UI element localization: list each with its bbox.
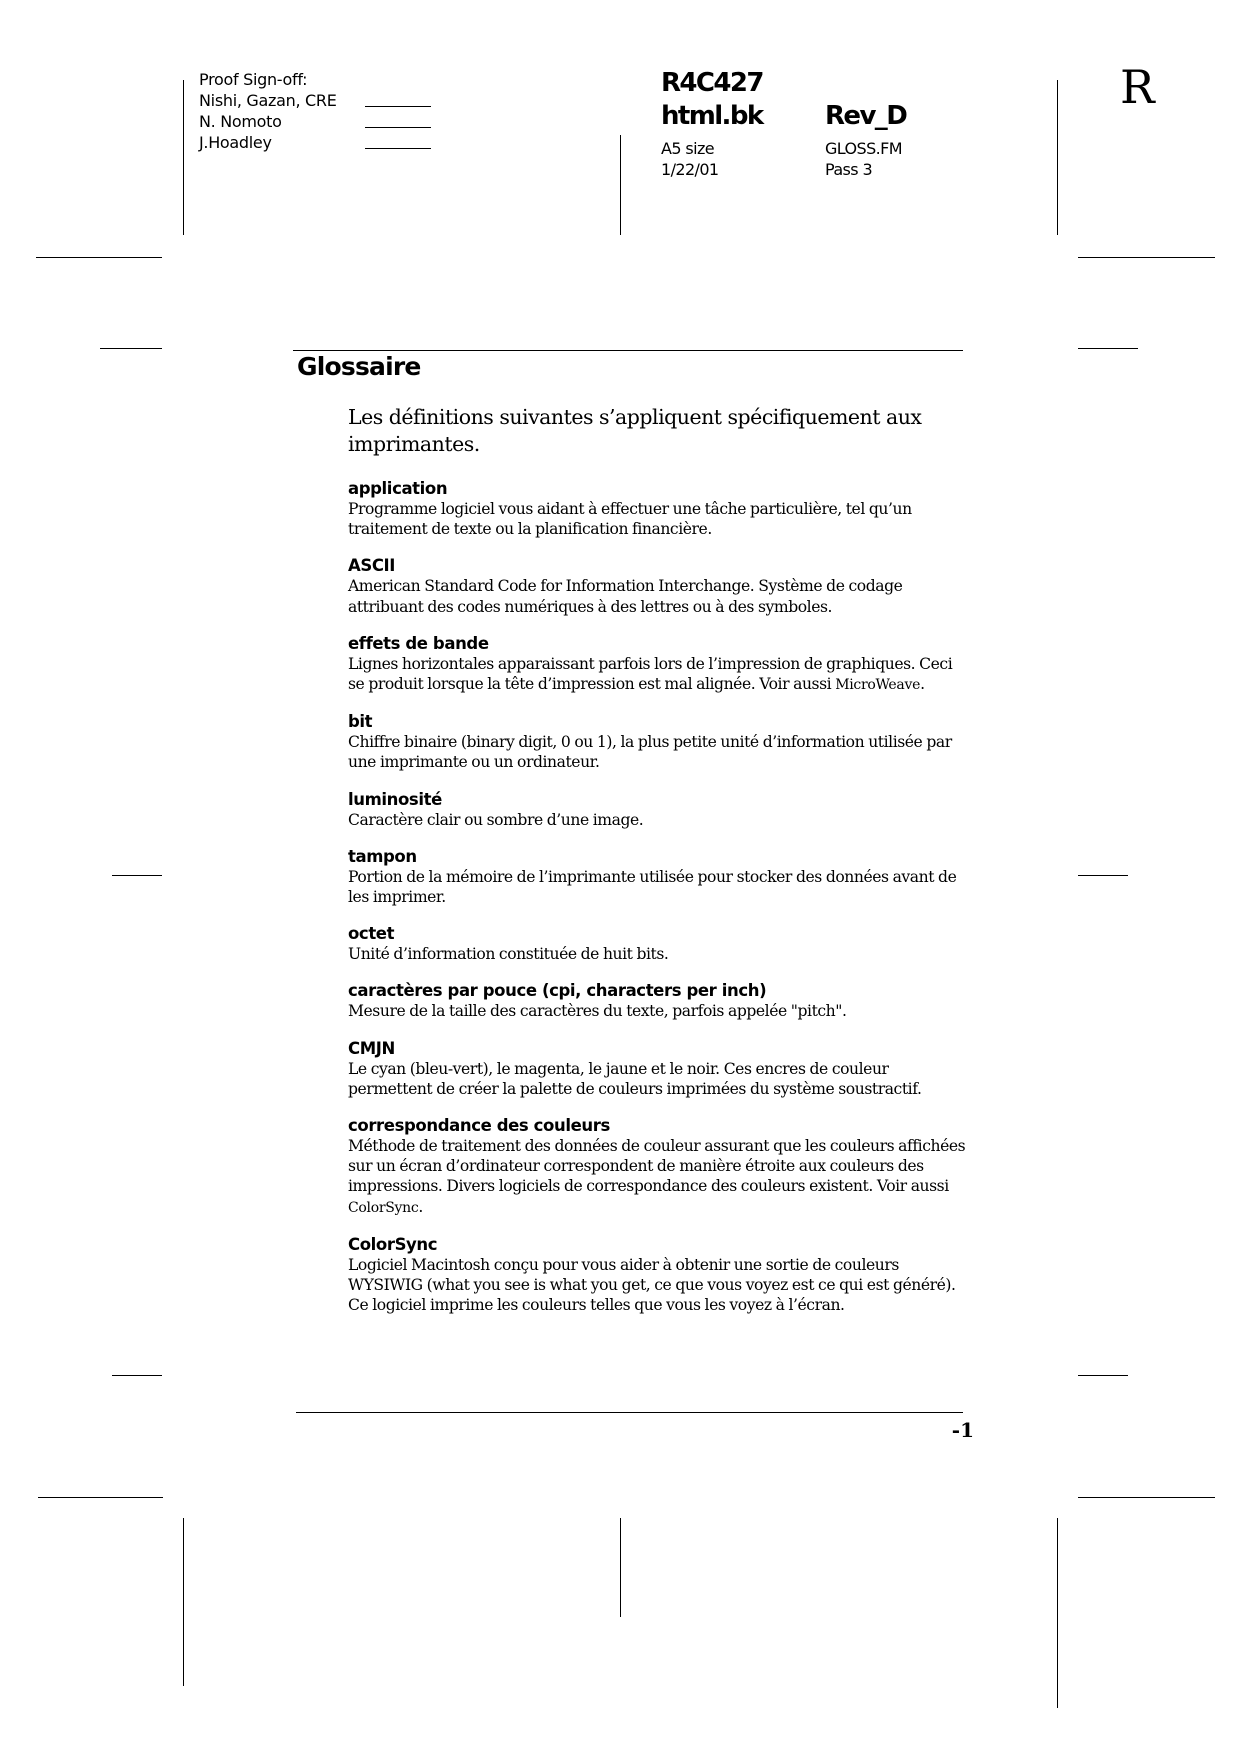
- side-letter: R: [1120, 60, 1155, 114]
- glossary-definition: [348, 654, 968, 695]
- signature-line: [365, 132, 431, 149]
- glossary-definition: Unité d’information constituée de huit bits.: [348, 945, 669, 964]
- glossary-term: correspondance des couleurs: [348, 1116, 610, 1136]
- glossary-term: ColorSync: [348, 1234, 438, 1254]
- crop-mark: [100, 348, 162, 349]
- glossary-column: [348, 404, 968, 1332]
- definition-text: Méthode de traitement des données de couleur assurant que les couleurs affichées sur un écran d’ordinateur correspondent de manière étroite aux couleurs des impressions. Divers logiciels de correspondance des couleurs existent. Voir aussi: [348, 1137, 966, 1196]
- glossary-definition: [348, 1136, 968, 1218]
- page-title: Glossaire: [297, 352, 421, 381]
- definition-text: Lignes horizontales apparaissant parfois lors de l’impression de graphiques. Ceci se produit lorsque la tête d’impression est mal alignée. Voir aussi: [348, 654, 953, 694]
- definition-suffix: .: [920, 675, 925, 694]
- glossary-definition: Mesure de la taille des caractères du texte, parfois appelée "pitch".: [348, 1002, 847, 1021]
- glossary-definition: Logiciel Macintosh conçu pour vous aider à obtenir une sortie de couleurs WYSIWIG (what you see is what you get, ce que vous voyez est ce qui est généré). Ce logiciel imprime les couleurs telles que vous les voyez à l’écran.: [348, 1255, 956, 1315]
- glossary-term: application: [348, 479, 448, 498]
- glossary-term: tampon: [348, 846, 417, 866]
- revision: Rev_D: [825, 101, 907, 131]
- crop-mark: [183, 1518, 184, 1686]
- signoff-name: J.Hoadley: [199, 133, 272, 152]
- footer-rule: [296, 1412, 963, 1413]
- crop-mark: [620, 1518, 621, 1617]
- cross-reference-link[interactable]: ColorSync: [348, 1199, 419, 1216]
- glossary-entry: [348, 924, 968, 964]
- glossary-term: luminosité: [348, 789, 442, 809]
- crop-mark: [112, 875, 162, 876]
- proof-signoff: [199, 69, 431, 153]
- crop-mark: [1078, 348, 1138, 349]
- glossary-entry: [348, 1039, 968, 1099]
- crop-mark: [1078, 257, 1215, 258]
- crop-mark: [620, 135, 621, 235]
- crop-mark: [1078, 1375, 1128, 1376]
- glossary-term: octet: [348, 924, 395, 944]
- glossary-entry: [348, 1235, 968, 1316]
- crop-mark: [1078, 875, 1128, 876]
- glossary-definition: Caractère clair ou sombre d’une image.: [348, 810, 644, 829]
- book-name: html.bk: [661, 101, 763, 131]
- page-size: A5 size: [661, 139, 715, 158]
- signoff-name: Nishi, Gazan, CRE: [199, 91, 337, 110]
- glossary-entry: [348, 981, 968, 1021]
- glossary-definition: Chiffre binaire (binary digit, 0 ou 1), la plus petite unité d’information utilisée par une imprimante ou un ordinateur.: [348, 733, 952, 772]
- glossary-entry: [348, 634, 968, 695]
- cross-reference-link[interactable]: MicroWeave: [835, 677, 921, 694]
- signature-line: [365, 111, 431, 128]
- glossary-entry: [348, 479, 968, 539]
- crop-mark: [36, 257, 162, 258]
- definition-suffix: .: [418, 1197, 423, 1216]
- crop-mark: [1057, 80, 1058, 235]
- intro-text: Les définitions suivantes s’appliquent spécifiquement aux imprimantes.: [348, 405, 922, 456]
- file-name: GLOSS.FM: [825, 139, 902, 158]
- glossary-definition: Le cyan (bleu-vert), le magenta, le jaune et le noir. Ces encres de couleur permettent de créer la palette de couleurs imprimées du système soustractif.: [348, 1059, 922, 1098]
- glossary-entry: [348, 847, 968, 907]
- signoff-name: N. Nomoto: [199, 112, 282, 131]
- crop-mark: [38, 1497, 163, 1498]
- glossary-definition: Portion de la mémoire de l’imprimante utilisée pour stocker des données avant de les imprimer.: [348, 867, 957, 907]
- crop-mark: [1057, 1518, 1058, 1708]
- crop-mark: [1078, 1497, 1215, 1498]
- signoff-title: Proof Sign-off:: [199, 70, 308, 89]
- glossary-entry: [348, 712, 968, 772]
- glossary-entry: [348, 1116, 968, 1218]
- doc-code: R4C427: [661, 68, 763, 98]
- glossary-entry: [348, 790, 968, 830]
- pass: Pass 3: [825, 160, 873, 179]
- glossary-term: effets de bande: [348, 633, 489, 653]
- glossary-entry: [348, 556, 968, 616]
- glossary-term: CMJN: [348, 1038, 395, 1058]
- glossary-definition: American Standard Code for Information Interchange. Système de codage attribuant des codes numériques à des lettres ou à des symboles.: [348, 577, 903, 616]
- glossary-definition: Programme logiciel vous aidant à effectuer une tâche particulière, tel qu’un traitement de texte ou la planification financière.: [348, 500, 912, 539]
- page-number: -1: [951, 1418, 974, 1442]
- glossary-term: caractères par pouce (cpi, characters per inch): [348, 981, 767, 1001]
- signature-line: [365, 90, 431, 107]
- glossary-term: ASCII: [348, 556, 396, 576]
- title-rule: [293, 350, 963, 351]
- date: 1/22/01: [661, 160, 719, 179]
- crop-mark: [183, 80, 184, 235]
- glossary-term: bit: [348, 712, 373, 732]
- crop-mark: [112, 1375, 162, 1376]
